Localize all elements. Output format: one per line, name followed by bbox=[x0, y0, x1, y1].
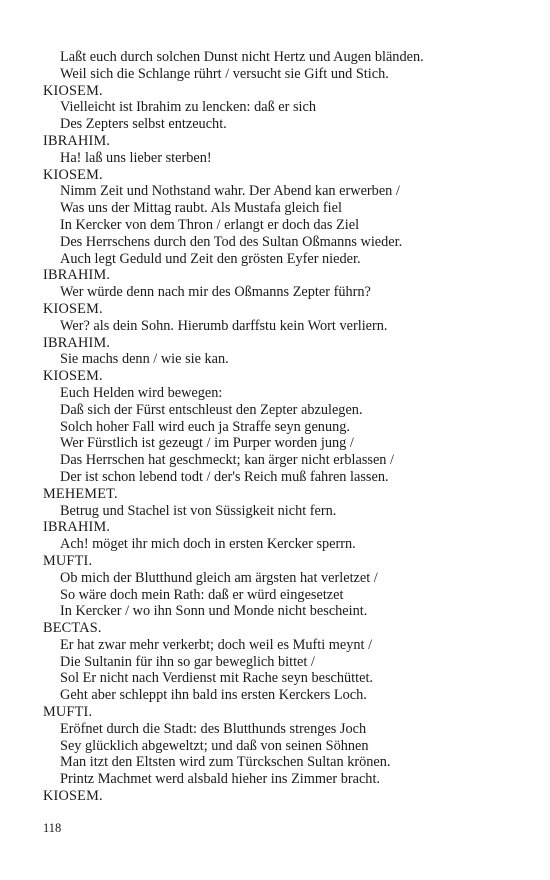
verse-line: Was uns der Mittag raubt. Als Mustafa gleich fiel bbox=[60, 200, 342, 217]
speaker-name: IBRAHIM. bbox=[43, 519, 111, 536]
speaker-name: KIOSEM. bbox=[43, 166, 103, 183]
speaker-name: IBRAHIM. bbox=[43, 267, 111, 284]
page-number: 118 bbox=[43, 821, 62, 835]
verse-line: Laßt euch durch solchen Dunst nicht Hertz und Augen bländen. bbox=[60, 49, 424, 65]
verse-line: Auch legt Geduld und Zeit den grösten Eyfer nieder. bbox=[60, 250, 361, 267]
verse-line: Des Zepters selbst entzeucht. bbox=[60, 116, 227, 133]
verse-line: Die Sultanin für ihn so gar beweglich bittet / bbox=[60, 653, 315, 670]
verse-line: Nimm Zeit und Nothstand wahr. Der Abend kan erwerben / bbox=[60, 183, 400, 200]
speaker-name: KIOSEM. bbox=[43, 82, 103, 99]
speaker-name: MEHEMET. bbox=[43, 485, 118, 502]
verse-line: Euch Helden wird bewegen: bbox=[60, 384, 223, 401]
verse-line: Printz Machmet werd alsbald hieher ins Zimmer bracht. bbox=[60, 771, 380, 788]
verse-line: Vielleicht ist Ibrahim zu lencken: daß er sich bbox=[60, 99, 316, 116]
speaker-name: MUFTI. bbox=[43, 552, 93, 569]
verse-line: In Kercker von dem Thron / erlangt er doch das Ziel bbox=[60, 216, 360, 233]
verse-line: Geht aber schleppt ihn bald ins ersten Kerckers Loch. bbox=[60, 687, 367, 704]
verse-line: Eröfnet durch die Stadt: des Blutthunds strenges Joch bbox=[60, 720, 367, 737]
verse-line: Sie machs denn / wie sie kan. bbox=[60, 351, 229, 368]
verse-line: Wer Fürstlich ist gezeugt / im Purper worden jung / bbox=[60, 435, 354, 452]
verse-line: Sey glücklich abgeweltzt; und daß von seinen Söhnen bbox=[60, 737, 369, 754]
verse-line: Der ist schon lebend todt / der's Reich muß fahren lassen. bbox=[60, 468, 389, 485]
speaker-name: IBRAHIM. bbox=[43, 334, 111, 351]
speaker-name: BECTAS. bbox=[43, 620, 102, 637]
verse-line: So wäre doch mein Rath: daß er würd eingesetzet bbox=[60, 586, 344, 603]
verse-line: Wer würde denn nach mir des Oßmanns Zepter führn? bbox=[60, 284, 371, 301]
verse-line: Ha! laß uns lieber sterben! bbox=[60, 149, 212, 166]
verse-line: Daß sich der Fürst entschleust den Zepter abzulegen. bbox=[60, 401, 363, 418]
speaker-name: KIOSEM. bbox=[43, 788, 103, 805]
verse-line: Sol Er nicht nach Verdienst mit Rache seyn beschüttet. bbox=[60, 670, 374, 687]
verse-line: Man itzt den Eltsten wird zum Türckschen Sultan krönen. bbox=[60, 754, 391, 771]
verse-line: Ach! möget ihr mich doch in ersten Kercker sperrn. bbox=[60, 536, 356, 553]
verse-line: Des Herrschens durch den Tod des Sultan Oßmanns wieder. bbox=[60, 233, 403, 250]
verse-line: Wer? als dein Sohn. Hierumb darffstu kein Wort verliern. bbox=[60, 317, 388, 334]
verse-line: Betrug und Stachel ist von Süssigkeit nicht fern. bbox=[60, 502, 337, 519]
verse-line: Weil sich die Schlange rührt / versucht sie Gift und Stich. bbox=[60, 65, 389, 82]
verse-line: Ob mich der Blutthund gleich am ärgsten hat verletzet / bbox=[60, 569, 378, 586]
verse-line: Er hat zwar mehr verkerbt; doch weil es Mufti meynt / bbox=[60, 636, 373, 653]
verse-line: Das Herrschen hat geschmeckt; kan ärger nicht erblassen / bbox=[60, 452, 394, 469]
verse-line: Solch hoher Fall wird euch ja Straffe seyn genung. bbox=[60, 418, 350, 435]
play-text bbox=[43, 49, 523, 805]
speaker-name: KIOSEM. bbox=[43, 368, 103, 385]
speaker-name: MUFTI. bbox=[43, 704, 93, 721]
speaker-name: IBRAHIM. bbox=[43, 132, 111, 149]
speaker-name: KIOSEM. bbox=[43, 300, 103, 317]
verse-line: In Kercker / wo ihn Sonn und Monde nicht bescheint. bbox=[60, 603, 368, 620]
